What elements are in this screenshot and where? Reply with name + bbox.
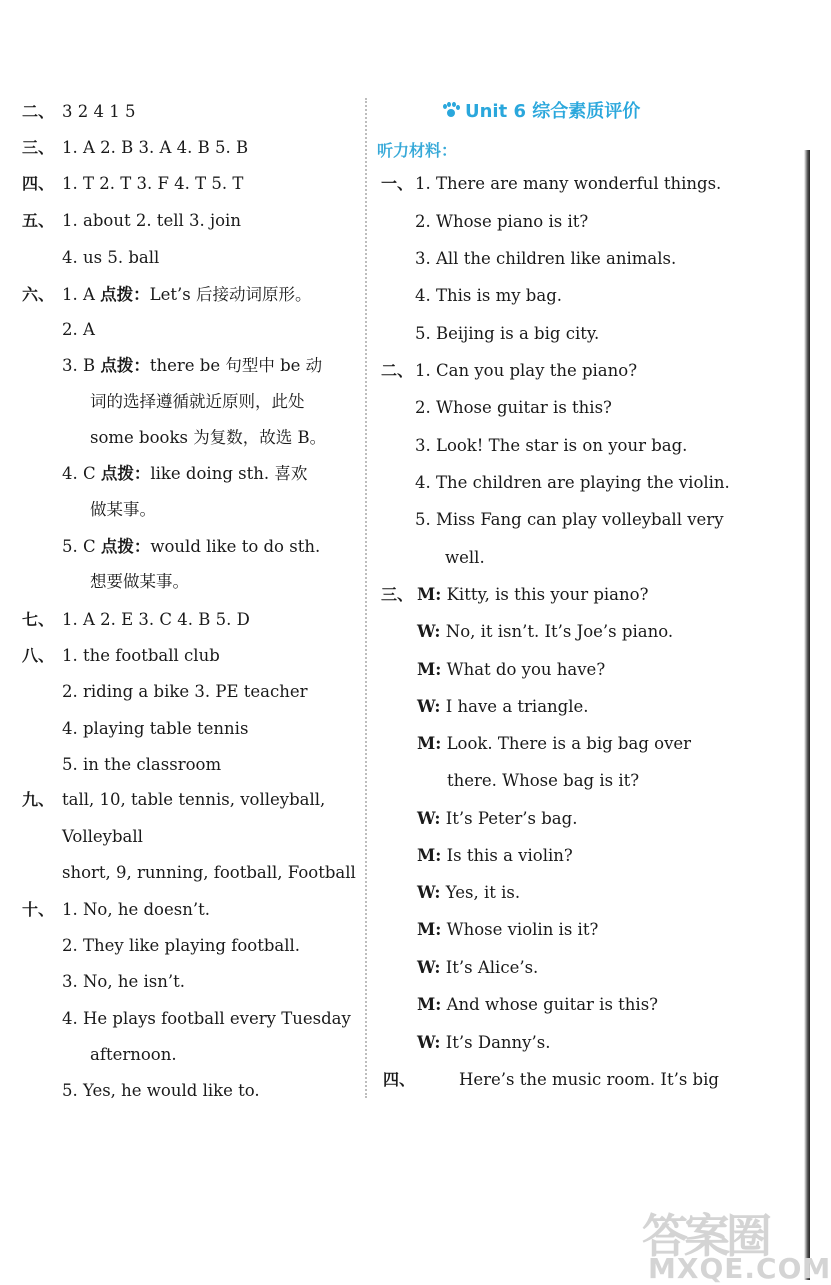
line-text: 1. Can you play the piano?: [415, 361, 638, 380]
line-text: 1. about 2. tell 3. join: [62, 211, 241, 230]
right-line: [417, 883, 520, 903]
line-text: 5. C: [62, 537, 101, 556]
line-text: 2. They like playing football.: [62, 936, 301, 955]
section-number: 四、: [383, 1070, 416, 1089]
right-line: [381, 585, 649, 605]
line-text: And whose guitar is this?: [441, 995, 659, 1014]
line-text: 词的选择遵循就近原则，此处: [90, 392, 305, 411]
speaker-label: W:: [417, 883, 441, 902]
right-line: [417, 697, 589, 717]
tip-text: there be 句型中 be 动: [149, 356, 323, 375]
right-line: [415, 249, 676, 269]
right-line: [417, 734, 691, 754]
line-text: 1. T 2. T 3. F 4. T 5. T: [62, 174, 244, 193]
right-line: [417, 622, 673, 642]
line-text: 4. C: [62, 464, 101, 483]
right-line: [415, 436, 687, 456]
left-line: [22, 790, 326, 810]
line-text: What do you have?: [441, 660, 606, 679]
line-text: It’s Alice’s.: [440, 958, 539, 977]
right-line: [415, 212, 588, 232]
tip-label: 点拨：: [100, 356, 150, 375]
line-text: afternoon.: [90, 1045, 177, 1064]
right-line: [445, 548, 485, 568]
watermark-glyphs: 答案圈: [642, 1209, 768, 1263]
line-text: 2. Whose guitar is this?: [415, 398, 612, 417]
paw-icon: [443, 102, 459, 118]
line-text: Yes, it is.: [440, 883, 521, 902]
section-number: 八、: [22, 646, 55, 665]
left-line: [62, 936, 300, 956]
left-line: [62, 755, 221, 775]
speaker-label: W:: [417, 809, 441, 828]
left-line: [62, 248, 159, 268]
line-text: 4. playing table tennis: [62, 719, 249, 738]
line-text: 3. Look! The star is on your bag.: [415, 436, 688, 455]
speaker-label: W:: [417, 622, 441, 641]
section-number: 一、: [381, 174, 414, 193]
line-text: 想要做某事。: [90, 572, 189, 591]
watermark-logo: [640, 1200, 831, 1285]
left-line: [62, 1009, 351, 1029]
section-number: 三、: [381, 585, 414, 604]
right-line: [383, 1070, 719, 1090]
left-line: [62, 682, 308, 702]
line-text: well.: [445, 548, 485, 567]
line-text: Volleyball: [62, 827, 143, 846]
line-text: 5. Miss Fang can play volleyball very: [415, 510, 724, 529]
line-text: No, it isn’t. It’s Joe’s piano.: [440, 622, 674, 641]
line-text: 1. the football club: [62, 646, 220, 665]
right-line: [417, 660, 605, 680]
left-line: [62, 356, 322, 376]
right-line: [381, 174, 722, 194]
line-text: Kitty, is this your piano?: [441, 585, 649, 604]
left-line: [62, 863, 356, 883]
right-line: [417, 958, 538, 978]
speaker-label: M:: [417, 734, 442, 753]
line-text: 3. All the children like animals.: [415, 249, 677, 268]
right-line: [381, 361, 638, 381]
section-number: 六、: [22, 285, 55, 304]
section-number: 七、: [22, 610, 55, 629]
line-text: 4. The children are playing the violin.: [415, 473, 730, 492]
line-text: 4. This is my bag.: [415, 286, 563, 305]
line-text: 3. No, he isn’t.: [62, 972, 185, 991]
right-line: [417, 809, 577, 829]
line-text: 1. No, he doesn’t.: [62, 900, 210, 919]
left-line: [22, 102, 136, 122]
left-line: [22, 285, 312, 305]
left-line: [62, 827, 143, 847]
left-line: [90, 428, 326, 448]
section-number: 四、: [22, 174, 55, 193]
right-line: [417, 995, 658, 1015]
line-text: I have a triangle.: [440, 697, 589, 716]
tip-label: 点拨：: [100, 464, 151, 483]
section-number: 九、: [22, 790, 55, 809]
tip-label: 点拨：: [100, 285, 150, 304]
section-number: 三、: [22, 138, 55, 157]
line-text: 2. Whose piano is it?: [415, 212, 589, 231]
line-text: 4. us 5. ball: [62, 248, 160, 267]
right-line: [447, 771, 639, 791]
left-line: [62, 719, 248, 739]
right-line: [415, 473, 730, 493]
unit-title: [443, 97, 640, 123]
line-text: 1. There are many wonderful things.: [415, 174, 722, 193]
line-text: 1. A: [62, 285, 101, 304]
line-text: Here’s the music room. It’s big: [459, 1070, 719, 1089]
left-line: [22, 900, 210, 920]
left-line: [62, 320, 95, 340]
left-line: [62, 537, 320, 557]
left-line: [90, 1045, 177, 1065]
line-text: 4. He plays football every Tuesday: [62, 1009, 351, 1028]
right-line: [415, 510, 724, 530]
left-line: [62, 972, 185, 992]
line-text: 2. riding a bike 3. PE teacher: [62, 682, 308, 701]
speaker-label: M:: [417, 660, 442, 679]
line-text: Look. There is a big bag over: [441, 734, 692, 753]
right-line: [417, 1033, 550, 1053]
page-edge-shadow: [804, 150, 810, 1280]
section-number: 二、: [381, 361, 414, 380]
line-text: 3 2 4 1 5: [62, 102, 136, 121]
left-line: [90, 500, 156, 520]
left-line: [22, 138, 249, 158]
section-number: 五、: [22, 211, 55, 230]
right-line: [415, 398, 612, 418]
left-line: [62, 1081, 260, 1101]
line-text: 5. Beijing is a big city.: [415, 324, 600, 343]
line-text: 1. A 2. E 3. C 4. B 5. D: [62, 610, 250, 629]
right-line: [417, 846, 573, 866]
speaker-label: W:: [417, 1033, 441, 1052]
line-text: Whose violin is it?: [441, 920, 599, 939]
left-line: [22, 174, 244, 194]
left-line: [22, 646, 220, 666]
left-line: [90, 392, 305, 412]
line-text: 5. Yes, he would like to.: [62, 1081, 260, 1100]
line-text: there. Whose bag is it?: [447, 771, 640, 790]
line-text: It’s Danny’s.: [440, 1033, 551, 1052]
column-divider: [365, 98, 367, 1098]
tip-label: 点拨：: [100, 537, 151, 556]
line-text: some books 为复数，故选 B。: [90, 428, 327, 447]
tip-text: like doing sth. 喜欢: [150, 464, 308, 483]
left-line: [62, 464, 307, 484]
speaker-label: M:: [417, 995, 442, 1014]
left-line: [22, 211, 241, 231]
line-text: 2. A: [62, 320, 95, 339]
speaker-label: M:: [417, 846, 442, 865]
line-text: 做某事。: [90, 500, 156, 519]
line-text: tall, 10, table tennis, volleyball,: [62, 790, 326, 809]
speaker-label: M:: [417, 920, 442, 939]
listening-material-label: 听力材料：: [377, 141, 458, 160]
right-line: [415, 324, 599, 344]
section-number: 二、: [22, 102, 55, 121]
speaker-label: W:: [417, 697, 441, 716]
line-text: It’s Peter’s bag.: [440, 809, 578, 828]
right-line: [417, 920, 598, 940]
right-line: [415, 286, 562, 306]
unit-title-text: Unit 6 综合素质评价: [465, 101, 641, 122]
speaker-label: W:: [417, 958, 441, 977]
line-text: Is this a violin?: [441, 846, 573, 865]
line-text: 3. B: [62, 356, 101, 375]
left-line: [22, 610, 250, 630]
watermark-url: MXQE.COM: [648, 1252, 831, 1285]
section-number: 十、: [22, 900, 55, 919]
tip-text: Let’s 后接动词原形。: [149, 285, 312, 304]
line-text: short, 9, running, football, Football: [62, 863, 356, 882]
speaker-label: M:: [417, 585, 442, 604]
tip-text: would like to do sth.: [150, 537, 321, 556]
line-text: 1. A 2. B 3. A 4. B 5. B: [62, 138, 249, 157]
line-text: 5. in the classroom: [62, 755, 222, 774]
left-line: [90, 572, 189, 592]
